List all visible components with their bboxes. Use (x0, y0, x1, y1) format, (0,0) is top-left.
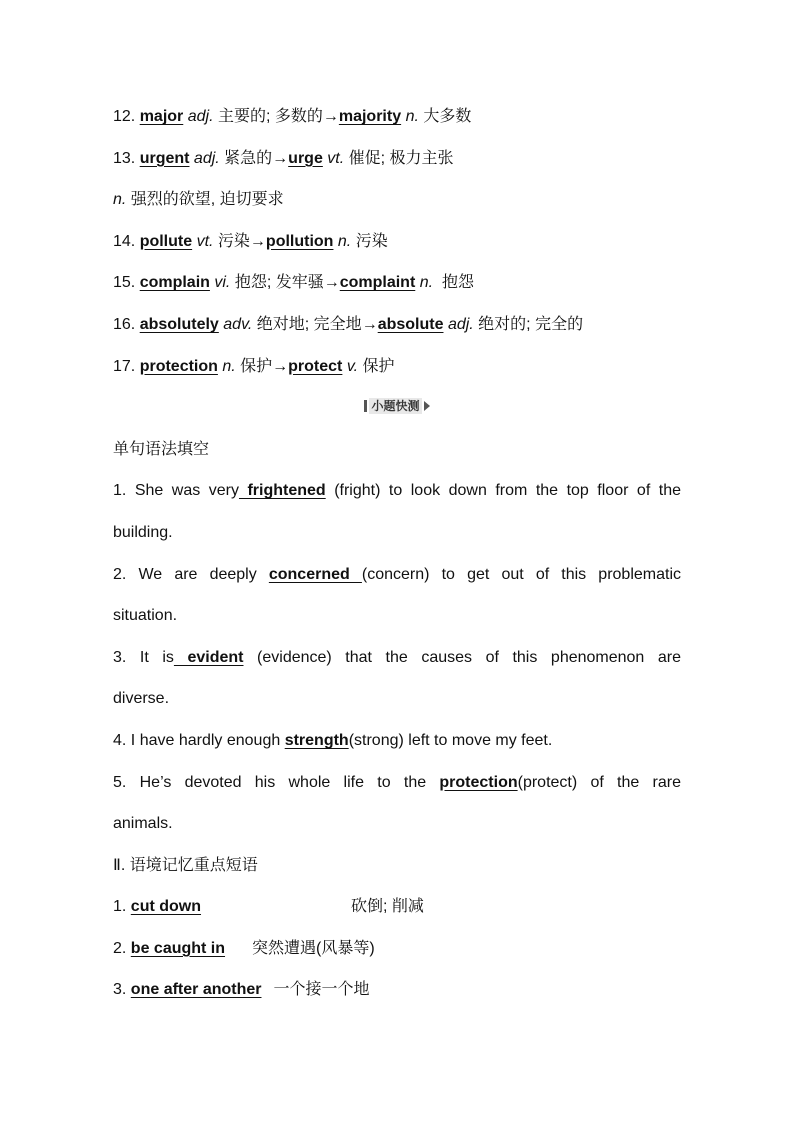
phrase-text: one after another (130, 981, 262, 999)
vocab-item (113, 138, 681, 180)
sentence-text: (protect) of the rare (517, 773, 681, 791)
triangle-right-icon (424, 401, 430, 411)
sentence-continuation: animals. (113, 815, 173, 833)
item-number: 4. (113, 731, 131, 749)
part-of-speech: adv. (223, 315, 253, 333)
derived-meaning: 大多数 (418, 108, 472, 125)
sentence-item (113, 720, 681, 762)
sentence-text: She was very (134, 482, 239, 500)
vocab-word: absolutely (139, 315, 219, 333)
arrow-icon: → (249, 232, 266, 250)
vocab-item (113, 221, 681, 263)
sentence-continuation: situation. (113, 607, 178, 625)
derived-word: absolute (377, 315, 444, 333)
item-number: 5. (113, 773, 140, 791)
phrase-meaning: 一个接一个地 (273, 981, 370, 999)
sentence-item (113, 637, 681, 679)
derived-meaning: 污染 (351, 232, 388, 250)
item-number: 1. (113, 482, 135, 500)
vocab-item (113, 346, 681, 388)
section-title: 单句语法填空 (113, 440, 210, 458)
sentence-text: He’s devoted his whole life to the (139, 773, 440, 791)
item-number: 12. (113, 108, 140, 125)
derived-word: protect (288, 357, 343, 375)
vocab-meaning: 保护 (235, 357, 273, 375)
derived-meaning: 催促; 极力主张 (344, 149, 454, 167)
vocab-meaning: 污染 (213, 232, 250, 250)
answer-text: frightened (238, 482, 326, 500)
document-page (113, 96, 681, 1011)
item-number: 13. (113, 149, 140, 167)
quiz-banner (113, 387, 681, 429)
part-of-speech: n. (405, 108, 419, 125)
phrase-item (113, 928, 681, 970)
arrow-icon: → (272, 357, 289, 375)
answer-text: protection (439, 773, 518, 791)
bar-icon (364, 400, 367, 412)
derived-word: complaint (339, 274, 416, 292)
phrase-item (113, 969, 681, 1011)
item-number: 3. (113, 648, 140, 666)
derived-meaning: 抱怨 (433, 274, 474, 292)
part-of-speech: n. (113, 191, 127, 209)
vocab-item (113, 304, 681, 346)
derived-word: majority (338, 108, 402, 125)
sentence-text: (evidence) that the causes of this phenomenon are (243, 648, 682, 666)
sentence-text: (fright) to look down from the top floor of the (325, 482, 681, 500)
vocab-item (113, 262, 681, 304)
part-of-speech: vt. (327, 149, 345, 167)
derived-meaning: 保护 (358, 357, 395, 375)
item-number: 16. (113, 315, 140, 333)
arrow-icon: → (361, 315, 378, 333)
part-of-speech: v. (346, 357, 359, 375)
part-of-speech: adj. (447, 315, 474, 333)
item-number: 3. (113, 981, 131, 999)
item-number: 1. (113, 898, 131, 916)
derived-word: urge (288, 149, 323, 167)
vocab-item-continuation (113, 179, 681, 221)
vocab-word: urgent (139, 149, 190, 167)
arrow-icon: → (323, 274, 340, 292)
answer-text: evident (173, 648, 244, 666)
vocab-word: protection (139, 357, 218, 375)
answer-text: concerned (268, 565, 362, 583)
answer-text: strength (284, 731, 349, 749)
phrase-item (113, 886, 681, 928)
part-of-speech: adj. (187, 108, 214, 125)
phrase-text: be caught in (130, 939, 226, 957)
part-of-speech: adj. (193, 149, 220, 167)
sentence-text: We are deeply (138, 565, 269, 583)
vocab-word: complain (139, 274, 210, 292)
vocab-meaning: 主要的; 多数的 (213, 108, 323, 125)
part-of-speech: n. (337, 232, 352, 250)
quiz-banner-text: 小题快测 (371, 399, 420, 414)
arrow-icon: → (272, 149, 289, 167)
sentence-item (113, 470, 681, 512)
item-number: 17. (113, 357, 140, 375)
vocab-word: major (139, 108, 184, 125)
part-of-speech: vi. (214, 274, 231, 292)
sentence-text: (strong) left to move my feet. (348, 731, 553, 749)
sentence-item (113, 762, 681, 804)
sentence-continuation: diverse. (113, 690, 170, 708)
vocab-meaning: 紧急的 (219, 149, 273, 167)
part-of-speech: vt. (196, 232, 214, 250)
part-of-speech: n. (222, 357, 236, 375)
derived-word: pollution (265, 232, 334, 250)
quiz-banner-label (364, 398, 429, 414)
item-number: 15. (113, 274, 140, 292)
sentence-text: I have hardly enough (130, 731, 285, 749)
phrase-text: cut down (130, 898, 202, 916)
sentence-text: It is (139, 648, 174, 666)
sentence-continuation: building. (113, 523, 173, 541)
vocab-meaning: 绝对地; 完全地 (252, 315, 362, 333)
vocab-meaning: 抱怨; 发牢骚 (230, 274, 324, 292)
phrase-meaning: 砍倒; 削减 (351, 898, 424, 916)
item-number: 14. (113, 232, 140, 250)
item-number: 2. (113, 565, 139, 583)
vocab-item (113, 96, 681, 138)
section-title: Ⅱ. 语境记忆重点短语 (113, 856, 258, 874)
arrow-icon: → (322, 108, 339, 125)
part-of-speech: n. (419, 274, 434, 292)
sentence-text: (concern) to get out of this problematic (361, 565, 682, 583)
item-number: 2. (113, 939, 131, 957)
vocab-meaning: 强烈的欲望, 迫切要求 (126, 191, 284, 209)
derived-meaning: 绝对的; 完全的 (473, 315, 584, 333)
vocab-word: pollute (139, 232, 193, 250)
phrase-meaning: 突然遭遇(风暴等) (252, 939, 375, 957)
sentence-item (113, 554, 681, 596)
